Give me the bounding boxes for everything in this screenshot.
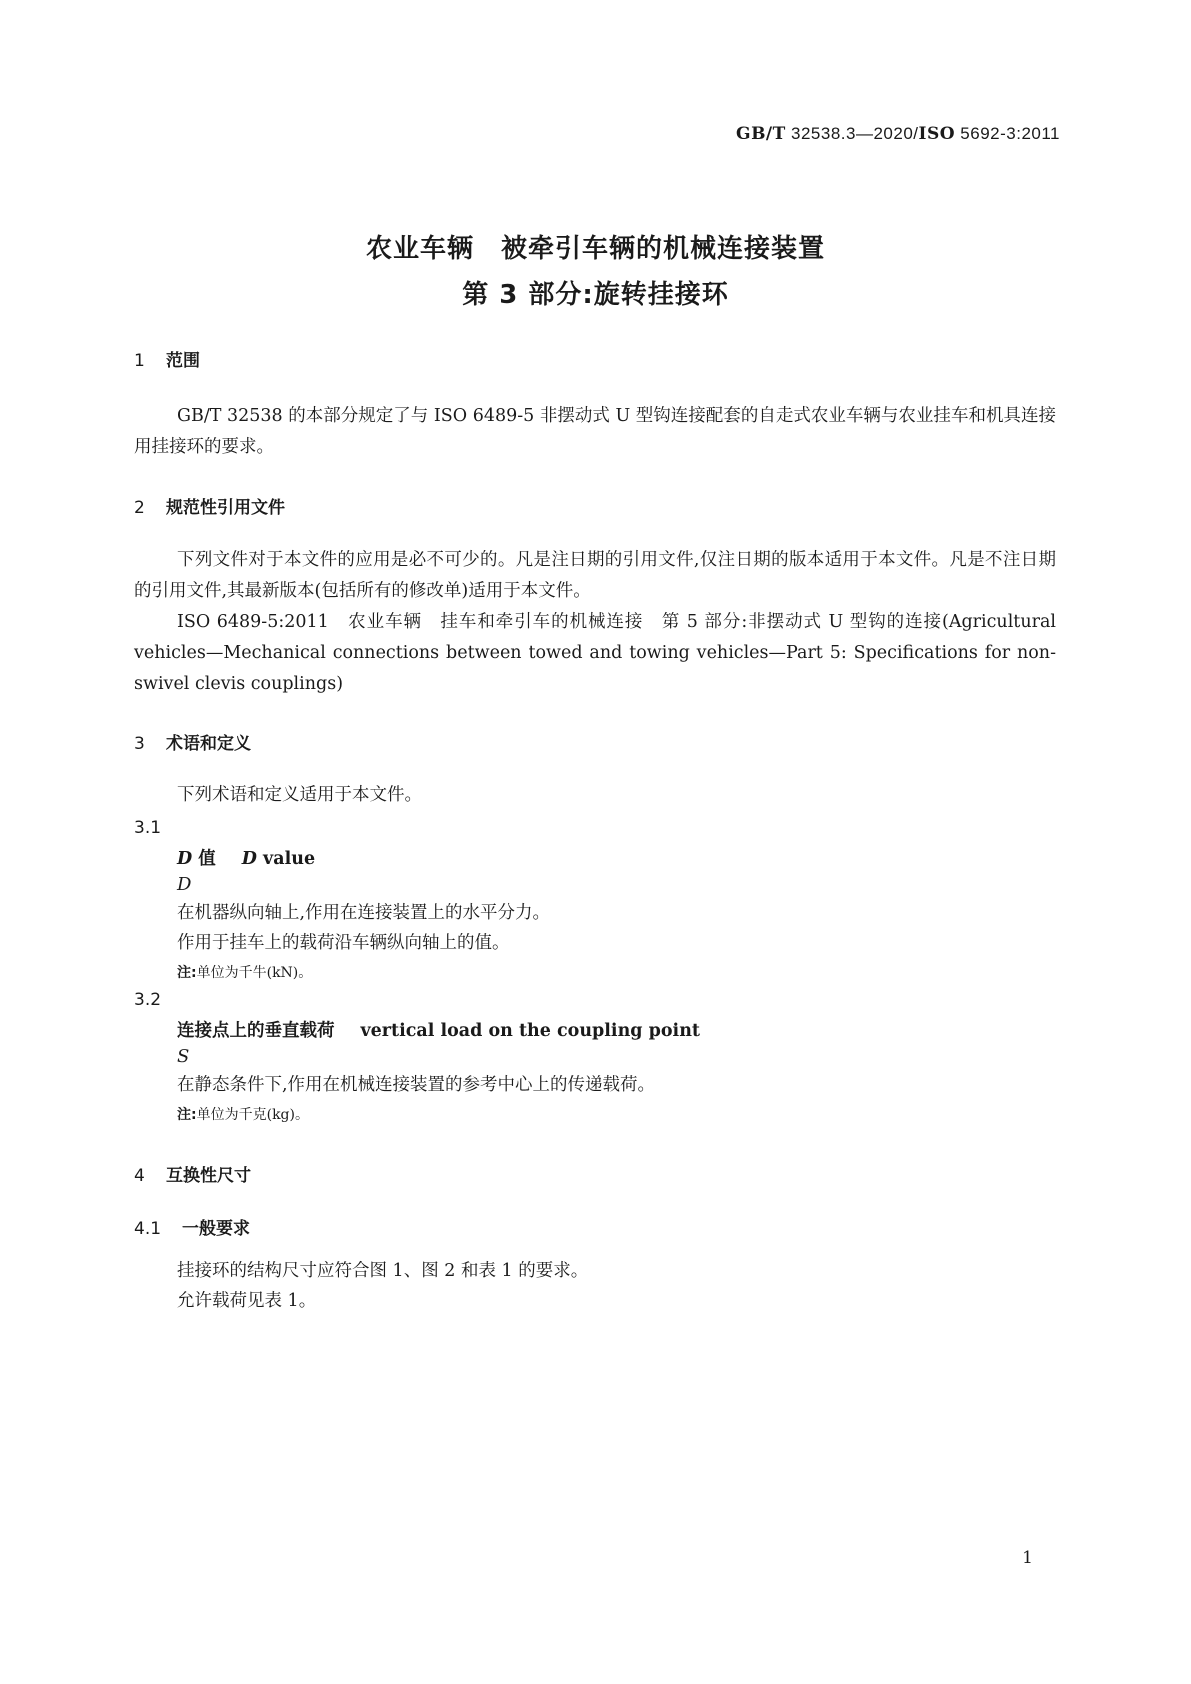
term-3-1-definition-1: 在机器纵向轴上,作用在连接装置上的水平分力。 <box>177 903 551 923</box>
term-3-1-number: 3.1 <box>134 818 162 838</box>
term-3-2-definition: 在静态条件下,作用在机械连接装置的参考中心上的传递载荷。 <box>177 1075 656 1095</box>
title-line-2: 第 3 部分:旋转挂接环 <box>462 280 729 310</box>
term-3-1: D 值 D value <box>177 849 316 869</box>
term-3-1-symbol: D <box>177 874 192 895</box>
section-2-reference: ISO 6489-5:2011 农业车辆 挂车和牵引车的机械连接 第 5 部分:非摆动式 U 型钩的连接(Agricultural vehicles—Mechanical connections between towed and towing vehicles—Part 5: Specifications for non-swivel clevis couplings) <box>134 612 1056 694</box>
section-3-heading: 3 术语和定义 <box>134 734 251 754</box>
section-3-intro: 下列术语和定义适用于本文件。 <box>177 785 422 805</box>
term-3-1-definition-2: 作用于挂车上的载荷沿车辆纵向轴上的值。 <box>177 933 510 953</box>
title-line-1: 农业车辆 被牵引车辆的机械连接装置 <box>365 234 825 264</box>
term-3-2-symbol: S <box>177 1046 190 1067</box>
section-1-paragraph: GB/T 32538 的本部分规定了与 ISO 6489-5 非摆动式 U 型钩连接配套的自走式农业车辆与农业挂车和机具连接用挂接环的要求。 <box>134 406 1056 457</box>
document-title <box>0 226 1191 318</box>
page-number: 1 <box>1022 1548 1033 1568</box>
section-4-1-heading: 4.1 一般要求 <box>134 1219 250 1239</box>
term-3-2: 连接点上的垂直载荷 vertical load on the coupling point <box>177 1021 700 1041</box>
term-3-2-number: 3.2 <box>134 990 162 1010</box>
section-4-1-line-2: 允许载荷见表 1。 <box>177 1291 317 1311</box>
section-1-heading: 1 范围 <box>134 351 200 371</box>
term-3-2-note: 注:单位为千克(kg)。 <box>177 1107 309 1123</box>
section-2-heading: 2 规范性引用文件 <box>134 498 285 518</box>
section-4-1-line-1: 挂接环的结构尺寸应符合图 1、图 2 和表 1 的要求。 <box>177 1261 589 1281</box>
document-code: GB/T 32538.3—2020/ISO 5692-3:2011 <box>736 124 1060 144</box>
section-2-paragraph-1: 下列文件对于本文件的应用是必不可少的。凡是注日期的引用文件,仅注日期的版本适用于本文件。凡是不注日期的引用文件,其最新版本(包括所有的修改单)适用于本文件。 <box>134 550 1056 601</box>
section-4-heading: 4 互换性尺寸 <box>134 1166 251 1186</box>
term-3-1-note: 注:单位为千牛(kN)。 <box>177 965 313 981</box>
